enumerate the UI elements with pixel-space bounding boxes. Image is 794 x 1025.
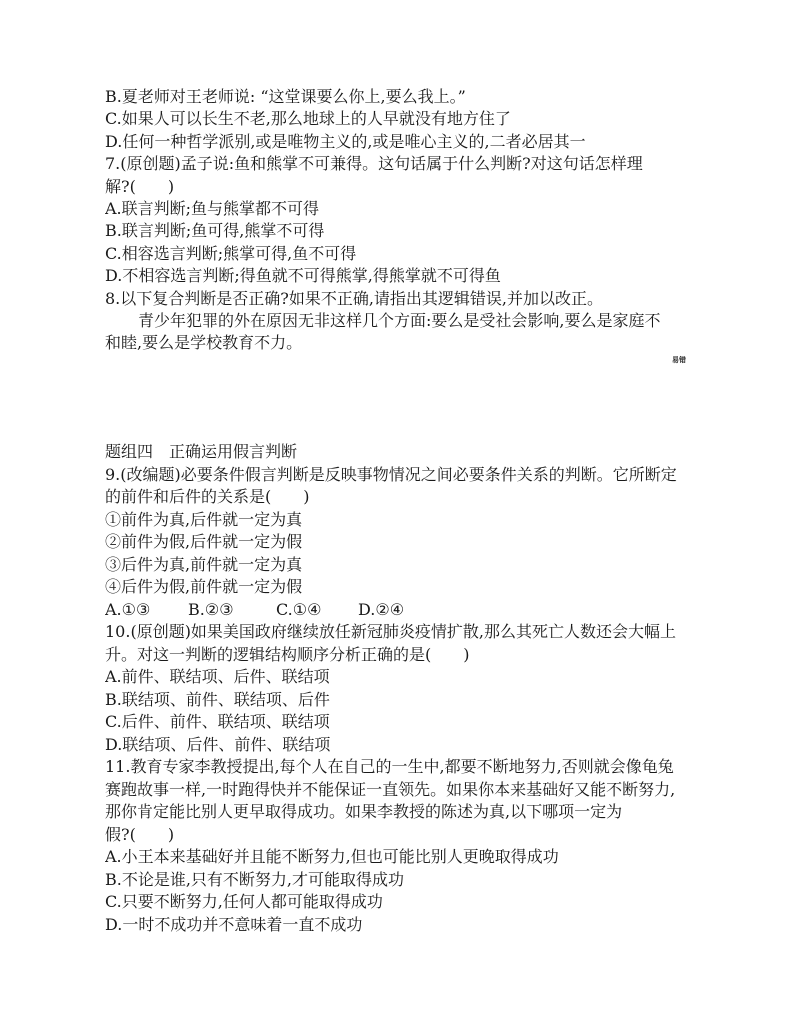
upper-section — [105, 86, 745, 355]
q6-option-b: B.夏老师对王老师说: “这堂课要么你上,要么我上。” — [105, 87, 466, 106]
q7-option-d: D.不相容选言判断;得鱼就不可得熊掌,得熊掌就不可得鱼 — [105, 266, 501, 286]
q10-option-b: B.联结项、前件、联结项、后件 — [105, 689, 330, 709]
q6-option-c: C.如果人可以长生不老,那么地球上的人早就没有地方住了 — [105, 109, 511, 129]
q11-option-c: C.只要不断努力,任何人都可能取得成功 — [105, 892, 383, 911]
q9-statement-3: ③后件为真,前件就一定为真 — [105, 554, 303, 574]
q10-stem-line-1: 10.(原创题)如果美国政府继续放任新冠肺炎疫情扩散,那么其死亡人数还会大幅上 — [105, 622, 677, 641]
q10-option-d: D.联结项、后件、前件、联结项 — [105, 734, 331, 754]
q9-statement-4: ④后件为假,前件就一定为假 — [105, 577, 303, 596]
q9-option-a: A.①③ — [105, 599, 151, 619]
q7-stem-line-1: 7.(原创题)孟子说:鱼和熊掌不可兼得。这句话属于什么判断?对这句话怎样理 — [105, 154, 643, 174]
q9-option-c: C.①④ — [276, 599, 322, 619]
q9-options-row — [105, 599, 745, 622]
q8-passage-line-2: 和睦,要么是学校教育不力。 — [105, 333, 303, 353]
q11-option-d: D.一时不成功并不意味着一直不成功 — [105, 914, 363, 934]
q9-stem-line-2: 的前件和后件的关系是( ) — [105, 487, 310, 506]
q9-option-d: D.②④ — [358, 599, 405, 619]
q11-option-a: A.小王本来基础好并且能不断努力,但也可能比别人更晚取得成功 — [105, 847, 559, 866]
lower-section — [105, 441, 745, 936]
q11-option-b: B.不论是谁,只有不断努力,才可能取得成功 — [105, 869, 405, 889]
error-prone-tag: 易错 — [672, 356, 686, 364]
q8-stem: 8.以下复合判断是否正确?如果不正确,请指出其逻辑错误,并加以改正。 — [105, 288, 604, 308]
q6-option-d: D.任何一种哲学派别,或是唯物主义的,或是唯心主义的,二者必居其一 — [105, 131, 586, 151]
q7-option-b: B.联言判断;鱼可得,熊掌不可得 — [105, 221, 325, 241]
q9-stem-line-1: 9.(改编题)必要条件假言判断是反映事物情况之间必要条件关系的判断。它所断定 — [105, 464, 677, 484]
q7-option-c: C.相容选言判断;熊掌可得,鱼不可得 — [105, 243, 357, 263]
q9-statement-2: ②前件为假,后件就一定为假 — [105, 532, 303, 551]
q11-stem-line-1: 11.教育专家李教授提出,每个人在自己的一生中,都要不断地努力,否则就会像龟兔 — [105, 757, 674, 776]
q9-option-b: B.②③ — [188, 599, 234, 619]
q7-stem-line-2: 解?( ) — [105, 176, 175, 196]
q10-option-a: A.前件、联结项、后件、联结项 — [105, 667, 330, 686]
q11-stem-line-2: 赛跑故事一样,一时跑得快并不能保证一直领先。如果你本来基础好又能不断努力, — [105, 779, 676, 799]
group4-title: 题组四 正确运用假言判断 — [105, 442, 298, 461]
q8-passage-line-1: 青少年犯罪的外在原因无非这样几个方面:要么是受社会影响,要么是家庭不 — [138, 310, 661, 330]
q9-statement-1: ①前件为真,后件就一定为真 — [105, 509, 303, 529]
q7-option-a: A.联言判断;鱼与熊掌都不可得 — [105, 198, 320, 218]
q10-stem-line-2: 升。对这一判断的逻辑结构顺序分析正确的是( ) — [105, 644, 470, 664]
q11-stem-line-3: 那你肯定能比别人更早取得成功。如果李教授的陈述为真,以下哪项一定为 — [105, 802, 623, 821]
q10-option-c: C.后件、前件、联结项、联结项 — [105, 712, 330, 731]
q11-stem-line-4: 假?( ) — [105, 824, 175, 844]
